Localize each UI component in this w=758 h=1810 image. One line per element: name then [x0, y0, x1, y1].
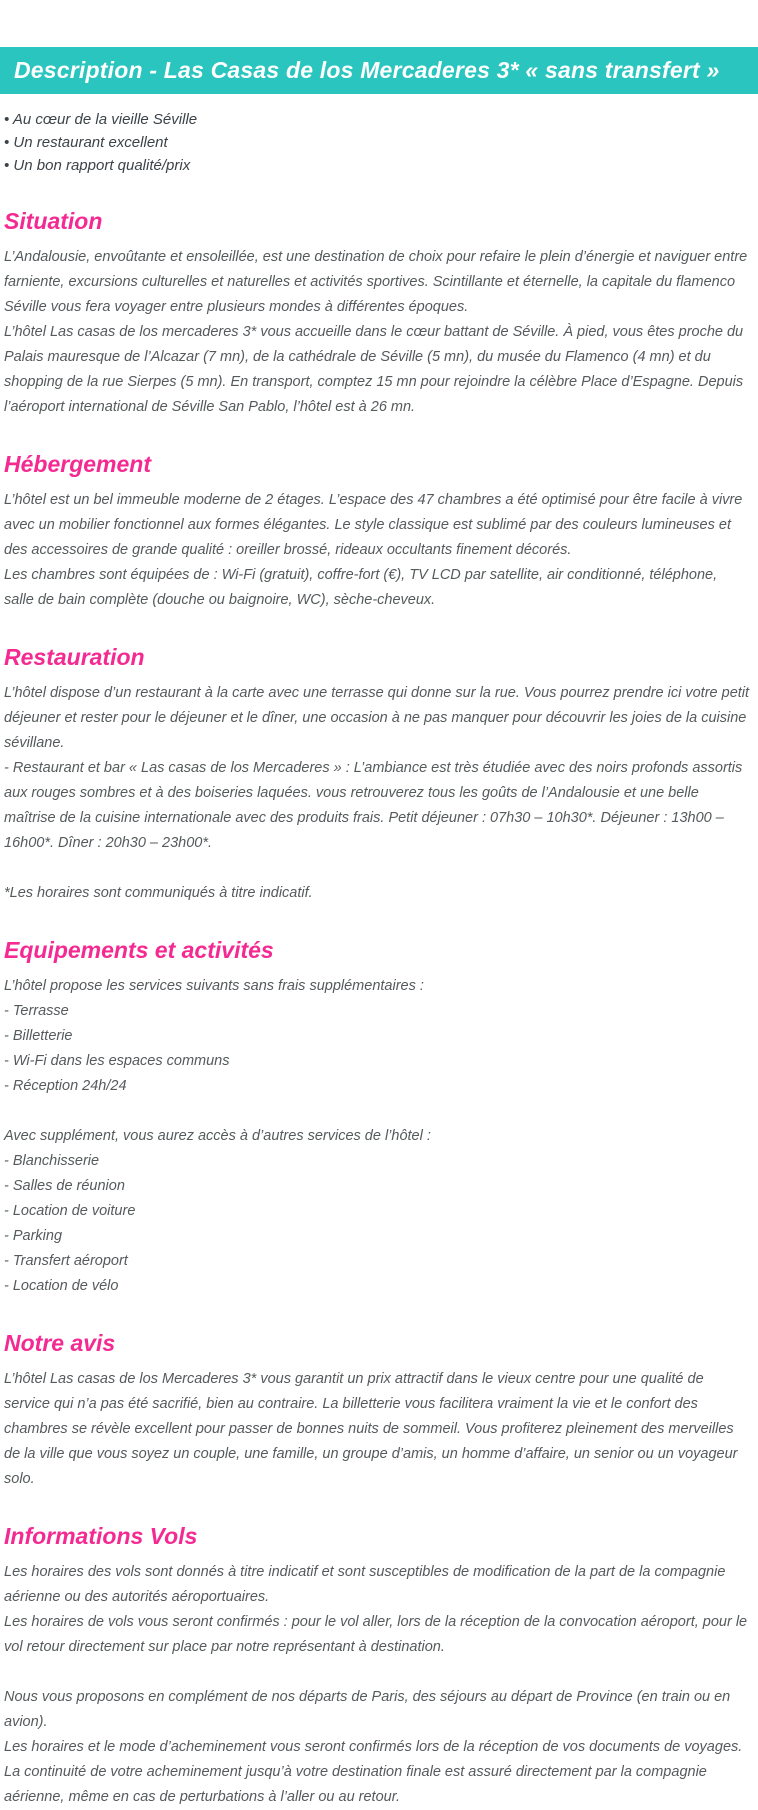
banner-title: Description - Las Casas de los Mercaderes 3* « sans transfert »: [14, 57, 720, 83]
section-heading-restauration: Restauration: [4, 644, 145, 670]
service-item: - Transfert aéroport: [4, 1253, 128, 1269]
paragraph: Les chambres sont équipées de : Wi-Fi (gratuit), coffre-fort (€), TV LCD par satellite, air conditionné, téléphone, salle de bain complète (douche ou baignoire, WC), sèche-cheveux.: [4, 567, 718, 608]
paragraph: Les horaires des vols sont donnés à titre indicatif et sont susceptibles de modification de la part de la compagnie aérienne ou des autorités aéroportuaires.: [4, 1564, 726, 1605]
paragraph: *Les horaires sont communiqués à titre indicatif.: [4, 885, 313, 901]
paragraph: L’Andalousie, envoûtante et ensoleillée, est une destination de choix pour refaire le plein d’énergie et naviguer entre farniente, excursions culturelles et naturelles et activités sportives. Scintillante et éternelle, la capitale du flamenco Séville vous fera voyager entre plusieurs mondes à différentes époques.: [4, 249, 748, 315]
section-equipements: [4, 936, 750, 1299]
service-item: - Wi-Fi dans les espaces communs: [4, 1053, 230, 1069]
highlight-item: • Un bon rapport qualité/prix: [4, 154, 750, 177]
description-content: [0, 108, 758, 1810]
description-banner: [0, 47, 758, 94]
section-heading-equipements: Equipements et activités: [4, 937, 274, 963]
paragraph: L’hôtel propose les services suivants sans frais supplémentaires :: [4, 978, 424, 994]
paragraph: L’hôtel Las casas de los Mercaderes 3* vous garantit un prix attractif dans le vieux centre pour une qualité de service qui n’a pas été sacrifié, bien au contraire. La billetterie vous facilitera vraiment la vie et le confort des chambres se révèle excellent pour passer de bonnes nuits de sommeil. Vous profiterez pleinement des merveilles de la ville que vous soyez un couple, une famille, un groupe d’amis, un homme d’affaire, un senior ou un voyageur solo.: [4, 1371, 738, 1487]
paragraph: L’hôtel dispose d’un restaurant à la carte avec une terrasse qui donne sur la rue. Vous pourrez prendre ici votre petit déjeuner et rester pour le déjeuner et le dîner, une occasion à ne pas manquer pour découvrir les joies de la cuisine sévillane.: [4, 685, 750, 751]
service-item: - Parking: [4, 1228, 63, 1244]
section-heading-informations-vols: Informations Vols: [4, 1523, 198, 1549]
highlights-list: [4, 108, 750, 177]
section-informations-vols: [4, 1522, 750, 1810]
service-item: - Billetterie: [4, 1028, 73, 1044]
highlight-item: • Un restaurant excellent: [4, 131, 750, 154]
service-item: - Terrasse: [4, 1003, 69, 1019]
highlight-item: • Au cœur de la vieille Séville: [4, 108, 750, 131]
paragraph: Les horaires de vols vous seront confirmés : pour le vol aller, lors de la réception de la convocation aéroport, pour le vol retour directement sur place par notre représentant à destination.: [4, 1614, 748, 1655]
paragraph: - Restaurant et bar « Las casas de los Mercaderes » : L’ambiance est très étudiée avec des noirs profonds assortis aux rouges sombres et à des boiseries laquées. vous retrouverez tous les goûts de l’Andalousie et une belle maîtrise de la cuisine internationale avec des produits frais. Petit déjeuner : 07h30 – 10h30*. Déjeuner : 13h00 – 16h00*. Dîner : 20h30 – 23h00*.: [4, 760, 743, 851]
service-item: - Salles de réunion: [4, 1178, 125, 1194]
service-item: - Réception 24h/24: [4, 1078, 127, 1094]
section-heading-hebergement: Hébergement: [4, 451, 151, 477]
paragraph: L’hôtel Las casas de los mercaderes 3* vous accueille dans le cœur battant de Séville. À pied, vous êtes proche du Palais mauresque de l’Alcazar (7 mn), de la cathédrale de Séville (5 mn), du musée du Flamenco (4 mn) et du shopping de la rue Sierpes (5 mn). En transport, comptez 15 mn pour rejoindre la célèbre Place d’Espagne. Depuis l’aéroport international de Séville San Pablo, l’hôtel est à 26 mn.: [4, 324, 744, 415]
paragraph-spacer: [4, 1660, 750, 1685]
paragraph: Les horaires et le mode d’acheminement vous seront confirmés lors de la réception de vos documents de voyages.: [4, 1739, 743, 1755]
paragraph: La continuité de votre acheminement jusqu’à votre destination finale est assuré directement par la compagnie aérienne, même en cas de perturbations à l’aller ou au retour.: [4, 1764, 707, 1805]
section-heading-notre-avis: Notre avis: [4, 1330, 116, 1356]
section-notre-avis: [4, 1329, 750, 1492]
paragraph: L’hôtel est un bel immeuble moderne de 2 étages. L’espace des 47 chambres a été optimisé pour être facile à vivre avec un mobilier fonctionnel aux formes élégantes. Le style classique est sublimé par des couleurs lumineuses et des accessoires de grande qualité : oreiller brossé, rideaux occultants finement décorés.: [4, 492, 743, 558]
paragraph: Avec supplément, vous aurez accès à d’autres services de l’hôtel :: [4, 1128, 431, 1144]
section-heading-situation: Situation: [4, 208, 103, 234]
section-hebergement: [4, 450, 750, 613]
paragraph: Nous vous proposons en complément de nos départs de Paris, des séjours au départ de Province (en train ou en avion).: [4, 1689, 731, 1730]
paragraph-spacer: [4, 1099, 750, 1124]
service-item: - Location de voiture: [4, 1203, 136, 1219]
service-item: - Blanchisserie: [4, 1153, 100, 1169]
section-restauration: [4, 643, 750, 906]
paragraph-spacer: [4, 856, 750, 881]
service-item: - Location de vélo: [4, 1278, 119, 1294]
section-situation: [4, 207, 750, 420]
